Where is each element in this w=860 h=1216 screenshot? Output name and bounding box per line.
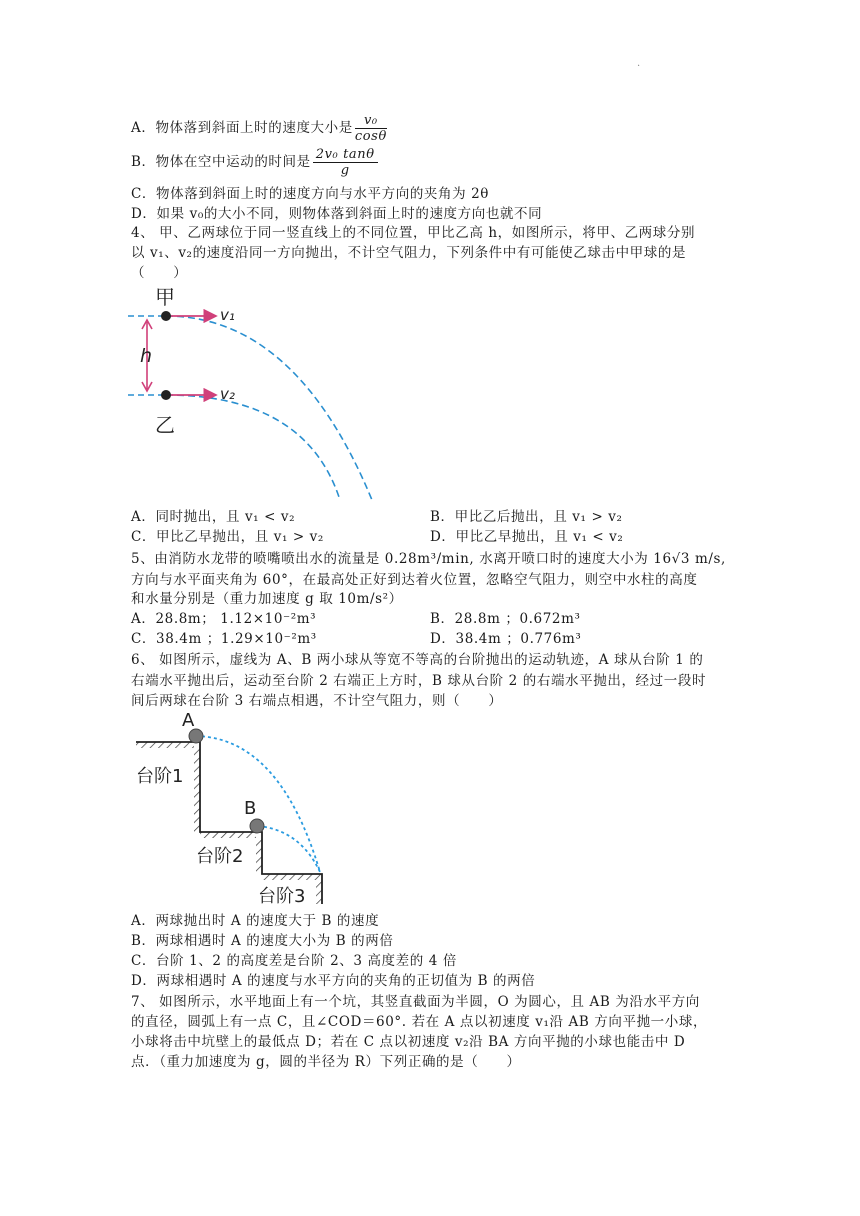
q4-option-a: A．同时抛出，且 v₁ < v₂ [131, 509, 296, 525]
q4-stem-line-2: 以 v₁、v₂的速度沿同一方向抛出，不计空气阻力，下列条件中有可能使乙球击中甲球的是 [131, 245, 687, 261]
ball-top [161, 311, 171, 321]
ball-bottom [161, 390, 171, 400]
step3-hatch-top [262, 874, 322, 880]
q7-stem-line-3: 小球将击中坑壁上的最低点 D；若在 C 点以初速度 v₂沿 BA 方向平抛的小球也能击中 D [131, 1034, 686, 1050]
step2-hatch-top [200, 832, 256, 838]
label-jia: 甲 [155, 285, 175, 309]
q3-option-b: B．物体在空中运动的时间是 $\frac{\text{2v₀ tanθ}}{g}$ [131, 147, 378, 178]
ball-a [189, 729, 203, 743]
q3-option-c: C．物体落到斜面上时的速度方向与水平方向的夹角为 2θ [131, 186, 490, 202]
q4-diagram [126, 282, 376, 504]
trajectory-b [258, 826, 320, 872]
q5-option-d: D．38.4m ；0.776m³ [430, 631, 582, 647]
q6-diagram [130, 708, 340, 908]
q7-stem-line-2: 的直径，圆弧上有一点 C，且∠COD＝60°. 若在 A 点以初速度 v₁沿 AB 方向平抛一小球， [131, 1014, 708, 1030]
label-step2: 台阶2 [196, 846, 244, 867]
label-h: h [140, 345, 153, 367]
step1-hatch-top [136, 742, 194, 748]
fraction: $\frac{\text{2v₀ tanθ}}{g}$ [313, 147, 378, 178]
q4-stem-line-3: （ ） [131, 265, 188, 281]
trajectory-top [166, 316, 372, 500]
q6-stem-line-3: 间后两球在台阶 3 右端点相遇，不计空气阻力，则（ ） [131, 693, 503, 709]
q4-option-b: B．甲比乙后抛出，且 v₁ > v₂ [430, 509, 623, 525]
label-b: B [244, 798, 257, 819]
trajectory-bottom [166, 395, 340, 500]
q6-option-b: B．两球相遇时 A 的速度大小为 B 的两倍 [131, 933, 394, 949]
fraction: $\frac{\text{v₀}}{\cos\theta}$ [354, 113, 387, 144]
q3-option-a: A．物体落到斜面上时的速度大小是 $\frac{\text{v₀}}{\cos\theta}$ [131, 113, 387, 144]
header-mark: . [637, 58, 641, 69]
label-step1: 台阶1 [136, 766, 184, 787]
q6-option-a: A．两球抛出时 A 的速度大于 B 的速度 [131, 913, 380, 929]
label-v1: v₁ [220, 306, 235, 324]
label-step3: 台阶3 [258, 886, 306, 907]
q7-stem-line-1: 7、 如图所示，水平地面上有一个坑，其竖直截面为半圆，O 为圆心，且 AB 为沿水平方向 [131, 994, 700, 1010]
q6-stem-line-2: 右端水平抛出后，运动至台阶 2 右端正上方时，B 球从台阶 2 的右端水平抛出，经过一段时 [131, 673, 707, 689]
q5-stem-line-3: 和水量分别是（重力加速度 g 取 10m/s²） [131, 591, 403, 607]
q3-option-d: D．如果 v₀的大小不同，则物体落到斜面上时的速度方向也就不同 [131, 206, 543, 222]
q7-stem-line-4: 点．（重力加速度为 g，圆的半径为 R）下列正确的是（ ） [131, 1054, 521, 1070]
ball-b [250, 819, 264, 833]
q5-stem-line-2: 方向与水平面夹角为 60°，在最高处正好到达着火位置，忽略空气阻力，则空中水柱的高度 [131, 572, 698, 588]
q5-option-b: B．28.8m ；0.672m³ [430, 611, 581, 627]
q4-stem-line-1: 4、 甲、乙两球位于同一竖直线上的不同位置，甲比乙高 h，如图所示，将甲、乙两球分别 [131, 225, 696, 241]
q6-option-d: D．两球相遇时 A 的速度与水平方向的夹角的正切值为 B 的两倍 [131, 973, 536, 989]
q6-stem-line-1: 6、 如图所示，虚线为 A、B 两小球从等宽不等高的台阶抛出的运动轨迹，A 球从台阶 1 的 [131, 652, 704, 668]
q4-option-d: D．甲比乙早抛出，且 v₁ < v₂ [430, 529, 624, 545]
q5-option-a: A．28.8m； 1.12×10⁻²m³ [131, 611, 317, 627]
label-a: A [182, 710, 195, 731]
label-v2: v₂ [220, 385, 235, 403]
q5-option-c: C．38.4m ；1.29×10⁻²m³ [131, 631, 317, 647]
label-yi: 乙 [155, 413, 175, 437]
q5-stem-line-1: 5、由消防水龙带的喷嘴喷出水的流量是 0.28m³/min, 水离开喷口时的速度大小为 16√3 m/s, [131, 551, 726, 567]
q6-option-c: C．台阶 1、2 的高度差是台阶 2、3 高度差的 4 倍 [131, 953, 457, 969]
q4-option-c: C．甲比乙早抛出，且 v₁ > v₂ [131, 529, 324, 545]
